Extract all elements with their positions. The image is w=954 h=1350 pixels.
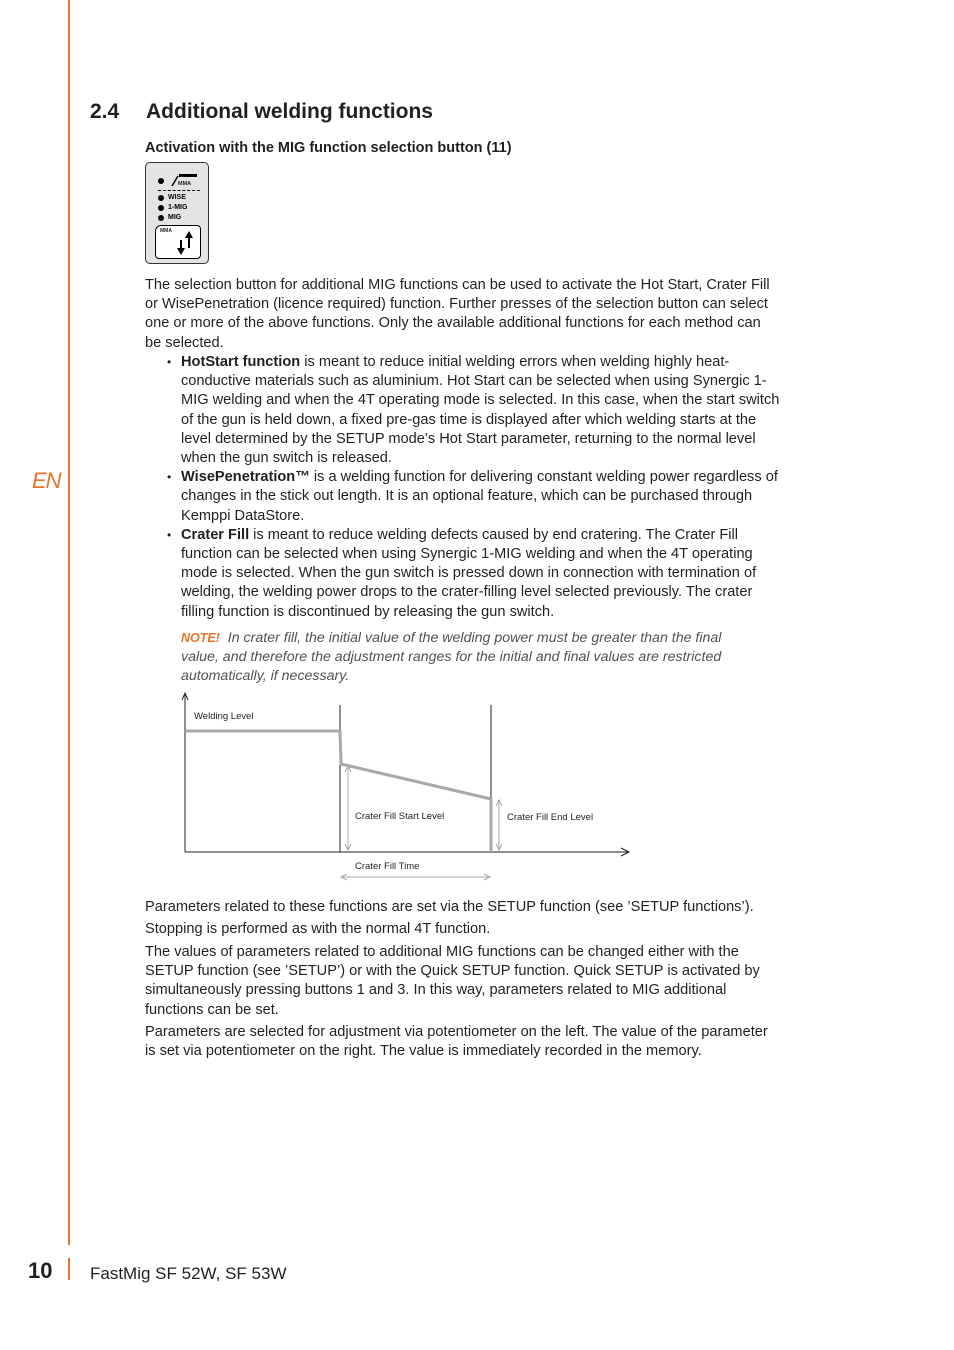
paragraph-potentiometer: Parameters are selected for adjustment via potentiometer on the left. The value of the parameter is set via potentiometer on the right. The value is immediately recorded in the memory.: [145, 1024, 768, 1060]
note: [181, 629, 751, 687]
list-item: • HotStart function is meant to reduce initial welding errors when welding highly heat-conductive materials such as aluminium. Hot Start can be selected when using Synergic 1-MIG welding and when the 4T operating mode is selected. In this case, when the start switch of the gun is held down, a fixed pre-gas time is displayed after which welding starts at the level determined by the SETUP mode’s Hot Start parameter, returning to the normal level when the gun switch is released.: [145, 353, 780, 468]
subheading: Activation with the MIG function selection button (11): [145, 140, 512, 156]
welding-level-label: Welding Level: [194, 711, 254, 722]
paragraph-stopping: Stopping is performed as with the normal 4T function.: [145, 921, 491, 937]
welding-power-curve: [185, 731, 491, 852]
bullet-term: WisePenetration™: [181, 469, 310, 486]
list-item: • WisePenetration™ is a welding function for delivering constant welding power regardless of changes in the stick out length. It is an optional feature, which can be purchased through Kemppi DataStore.: [145, 468, 780, 526]
note-label: NOTE!: [181, 631, 220, 645]
led-indicator: [158, 205, 164, 211]
page-number: 10: [28, 1258, 53, 1283]
bullet-term: Crater Fill: [181, 526, 250, 543]
function-list: [145, 353, 780, 622]
intro-paragraph: The selection button for additional MIG functions can be used to activate the Hot Start, Crater Fill or WisePenetration (licence required) function. Further presses of the selection button can select one or more of the above functions. Only the available additional functions for each method can be selected.: [145, 277, 770, 351]
bullet-term: HotStart function: [181, 354, 301, 370]
crater-time-label: Crater Fill Time: [355, 861, 420, 872]
panel-row-mig: MIG: [158, 214, 181, 221]
crater-start-label: Crater Fill Start Level: [355, 811, 445, 822]
panel-row-1mig: 1-MIG: [158, 204, 187, 211]
panel-top-label: MMA: [178, 181, 192, 187]
footer-rule: [68, 1258, 70, 1280]
list-item: • Crater Fill is meant to reduce welding defects caused by end cratering. The Crater Fill function can be selected when using Synergic 1-MIG welding and when the 4T operating mode is selected. When the gun switch is pressed down in connection with termination of welding, the welding power drops to the crater-filling level selected previously. The crater filling function is discontinued by releasing the gun switch.: [145, 526, 780, 622]
button-label: MMA: [160, 228, 172, 234]
time-dimension: [341, 874, 490, 880]
led-indicator: [158, 195, 164, 201]
footer-product-title: FastMig SF 52W, SF 53W: [90, 1264, 287, 1283]
margin-rule: [68, 0, 70, 1245]
led-indicator: [158, 215, 164, 221]
section-title: Additional welding functions: [146, 100, 433, 123]
panel-row-wise: WISE: [158, 194, 186, 201]
section-heading: [90, 100, 433, 124]
start-level-dimension: [345, 766, 351, 850]
paragraph-setup: Parameters related to these functions are set via the SETUP function (see ’SETUP functions’).: [145, 899, 754, 915]
panel-top-row: [158, 174, 200, 188]
up-down-arrows-icon: [176, 230, 196, 256]
crater-fill-diagram: [170, 690, 640, 890]
mig-function-panel-illustration: [145, 162, 209, 264]
function-selection-button: [155, 225, 201, 259]
end-level-dimension: [496, 800, 502, 850]
language-tag: EN: [32, 468, 61, 493]
crater-end-label: Crater Fill End Level: [507, 812, 594, 823]
panel-divider: [158, 190, 200, 191]
note-text: In crater fill, the initial value of the welding power must be greater than the final value, and therefore the adjustment ranges for the initial and final values are restricted automatically, if necessary.: [181, 630, 722, 685]
paragraph-quick-setup: The values of parameters related to additional MIG functions can be changed either with the SETUP function (see ’SETUP’) or with the Quick SETUP function. Quick SETUP is activated by simultaneously pressing buttons 1 and 3. In this way, parameters related to MIG additional functions can be set.: [145, 944, 760, 1018]
section-number: 2.4: [90, 100, 120, 123]
